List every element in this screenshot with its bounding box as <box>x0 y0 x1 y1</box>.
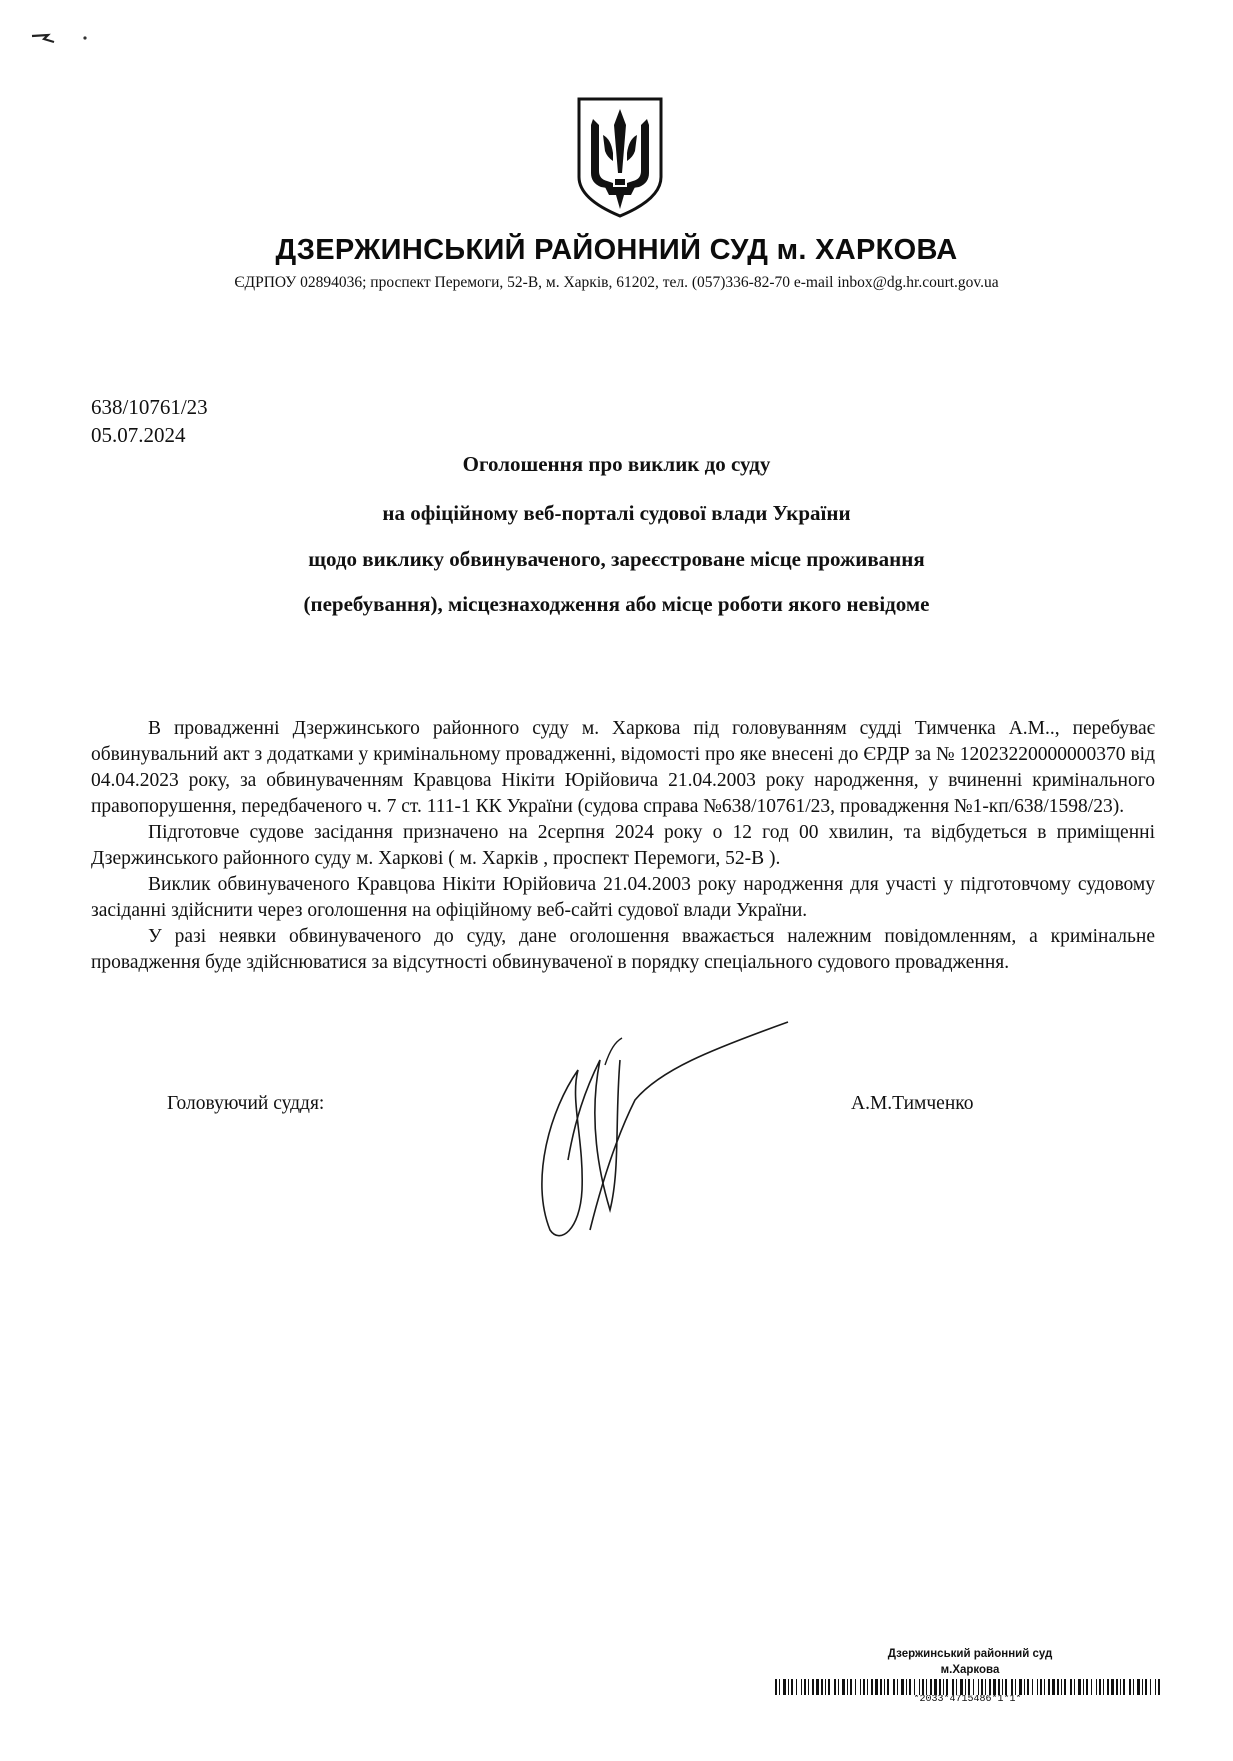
scan-artifact <box>30 30 110 50</box>
footer-court-city: м.Харкова <box>940 1664 1000 1676</box>
document-heading-line-2: на офіційному веб-порталі судової влади України <box>382 501 851 525</box>
handwritten-signature <box>520 1020 790 1250</box>
document-heading-line-3: щодо виклику обвинуваченого, зареєстроване місце проживання <box>308 547 925 571</box>
case-date: 05.07.2024 <box>91 423 186 447</box>
announcement-body <box>91 716 1155 976</box>
footer-court-name: Дзержинський районний суд <box>887 1648 1053 1660</box>
body-paragraph-3: Виклик обвинуваченого Кравцова Нікіти Юрійовича 21.04.2003 року народження для участі у підготовчому судовому засіданні здійснити через оголошення на офіційному веб-сайті судової влади України. <box>91 874 1155 921</box>
body-paragraph-1: В провадженні Дзержинського районного суду м. Харкова під головуванням судді Тимченка А.М.., перебуває обвинувальний акт з додатками у кримінальному провадженні, відомості про яке внесені до ЄРДР за № 12023220000000370 від 04.04.2023 року, за обвинуваченням Кравцова Нікіти Юрійовича 21.04.2003 року народження, у вчиненні кримінального правопорушення, передбаченого ч. 7 ст. 111-1 КК України (судова справа №638/10761/23, провадження №1-кп/638/1598/23). <box>91 718 1155 817</box>
barcode <box>775 1679 1160 1695</box>
barcode-number: *2033*4715486*1*1* <box>913 1695 1022 1705</box>
case-number: 638/10761/23 <box>91 395 208 419</box>
court-name: ДЗЕРЖИНСЬКИЙ РАЙОННИЙ СУД м. ХАРКОВА <box>275 234 958 266</box>
coat-of-arms-icon <box>575 95 665 220</box>
body-paragraph-4: У разі неявки обвинуваченого до суду, дане оголошення вважається належним повідомленням, а кримінальне провадження буде здійснюватися за відсутності обвинуваченої в порядку спеціального судового провадження. <box>91 926 1155 973</box>
body-paragraph-2: Підготовче судове засідання призначено на 2серпня 2024 року о 12 год 00 хвилин, та відбудеться в приміщенні Дзержинського районного суду м. Харкові ( м. Харків , проспект Перемоги, 52-В ). <box>91 822 1155 869</box>
document-heading-line-1: Оголошення про виклик до суду <box>462 452 771 476</box>
document-heading-line-4: (перебування), місцезнаходження або місце роботи якого невідоме <box>303 592 930 616</box>
signer-name: А.М.Тимченко <box>851 1093 974 1114</box>
signer-role: Головуючий суддя: <box>167 1093 325 1114</box>
court-contacts: ЄДРПОУ 02894036; проспект Перемоги, 52-В, м. Харків, 61202, тел. (057)336-82-70 e-mail inbox@dg.hr.court.gov.ua <box>234 274 999 291</box>
